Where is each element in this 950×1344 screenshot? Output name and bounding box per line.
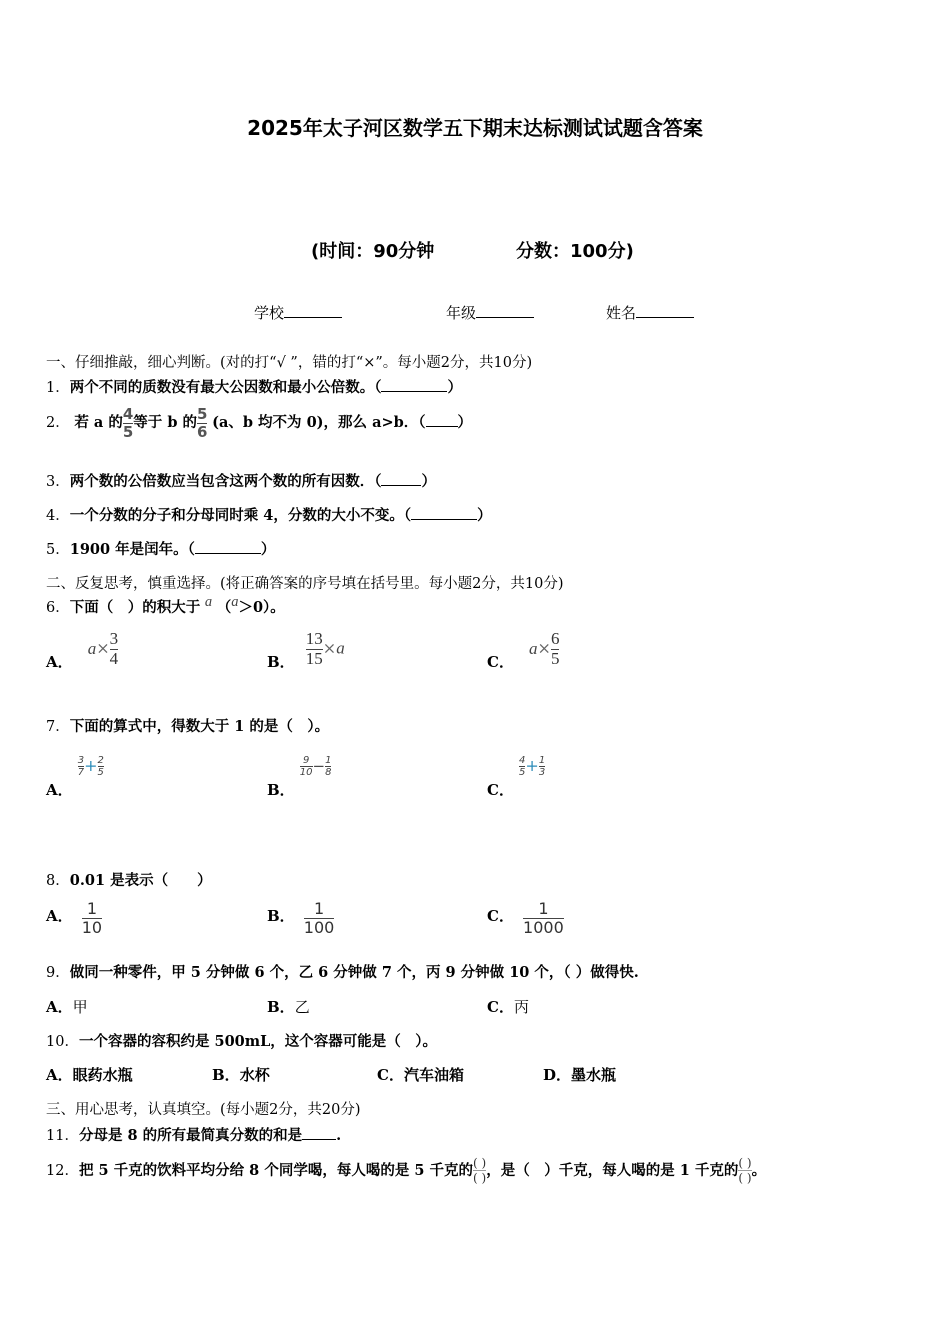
q6-text-part1: 下面（ ）的积大于 xyxy=(69,599,201,616)
q9-option-a-label: A． xyxy=(46,998,73,1016)
q8-a-fraction xyxy=(82,900,102,936)
q7-a-d2: 5 xyxy=(97,767,104,778)
q10-option-d[interactable] xyxy=(543,1064,616,1085)
school-label: 学校 xyxy=(254,304,285,322)
q7-option-c-label: C． xyxy=(487,781,514,799)
q7-a-frac2 xyxy=(98,755,104,778)
q6-text-part3: ＞0）。 xyxy=(238,599,285,616)
q12-blank2-denominator: ( ) xyxy=(738,1171,752,1186)
q6-b-numerator: 13 xyxy=(305,629,323,648)
q9-option-c-text: 丙 xyxy=(513,998,529,1016)
exam-score: 分数：100分) xyxy=(516,241,634,262)
q7-c-n1: 4 xyxy=(519,755,526,766)
q9-option-b-text: 乙 xyxy=(294,998,310,1016)
q12-fraction-blank-1[interactable] xyxy=(473,1156,486,1186)
q7-a-op: + xyxy=(84,756,98,775)
section3-heading: 三、用心思考，认真填空。(每小题2分，共20分) xyxy=(46,1102,361,1118)
q8-c-numerator: 1 xyxy=(538,899,549,918)
q9-option-c-label: C． xyxy=(487,998,514,1016)
q12-blank2-numerator: ( ) xyxy=(738,1156,752,1170)
q6-option-b-label: B． xyxy=(267,652,295,671)
q12-blank1-numerator: ( ) xyxy=(473,1156,487,1170)
q9-option-a[interactable] xyxy=(46,996,88,1017)
q9-option-c[interactable] xyxy=(487,996,529,1017)
q7-option-b[interactable] xyxy=(267,755,332,799)
section2-heading: 二、反复思考，慎重选择。(将正确答案的序号填在括号里。每小题2分，共10分) xyxy=(46,576,564,592)
q6-a-op: × xyxy=(96,638,110,658)
q6-a-denominator: 4 xyxy=(109,648,119,668)
q10-option-b-text: 水杯 xyxy=(239,1066,270,1084)
q10-option-d-text: 墨水瓶 xyxy=(571,1066,617,1084)
q2-number: 2． xyxy=(46,415,70,431)
q1-answer-blank[interactable] xyxy=(381,391,447,392)
question-10 xyxy=(46,1030,437,1051)
q7-b-frac2 xyxy=(325,755,331,778)
q6-option-c-label: C． xyxy=(487,652,514,671)
grade-field[interactable] xyxy=(446,302,534,323)
q2-f2-numerator: 5 xyxy=(197,405,208,423)
q6-option-a[interactable] xyxy=(46,629,119,671)
q6-a-numerator: 3 xyxy=(109,629,119,648)
q9-text: 做同一种零件，甲 5 分钟做 6 个，乙 6 分钟做 7 个，丙 9 分钟做 10 个，（ ）做得快. xyxy=(69,964,639,981)
q6-b-fraction xyxy=(306,630,323,668)
q4-text: 一个分数的分子和分母同时乘 4，分数的大小不变。（ xyxy=(69,507,412,524)
name-blank[interactable] xyxy=(636,317,694,318)
q7-option-a-label: A． xyxy=(46,781,73,799)
q12-text-part3: 。 xyxy=(751,1161,767,1179)
q12-blank1-denominator: ( ) xyxy=(473,1171,487,1186)
q8-c-fraction xyxy=(523,900,564,936)
q7-c-d2: 3 xyxy=(538,767,546,778)
q8-option-a[interactable] xyxy=(46,900,102,936)
q6-option-a-label: A． xyxy=(46,652,73,671)
q10-option-a-text: 眼药水瓶 xyxy=(72,1066,133,1084)
q2-fraction-2 xyxy=(197,406,207,440)
q2-text-part2: 等于 b 的 xyxy=(133,414,198,431)
q7-number: 7． xyxy=(46,719,70,735)
question-5 xyxy=(46,538,275,559)
grade-label: 年级 xyxy=(446,304,477,322)
q10-option-b[interactable] xyxy=(212,1064,270,1085)
q4-tail: ） xyxy=(477,507,492,524)
q12-text-part2: ，是（ ）千克，每人喝的是 1 千克的 xyxy=(486,1161,739,1179)
q2-f1-denominator: 5 xyxy=(122,422,134,441)
q6-c-denominator: 5 xyxy=(550,648,560,668)
q10-option-d-label: D． xyxy=(543,1066,572,1084)
q2-text-part3: (a、b 均不为 0)，那么 a>b．（ xyxy=(212,414,426,431)
name-label: 姓名 xyxy=(606,304,637,322)
q3-text: 两个数的公倍数应当包含这两个数的所有因数．（ xyxy=(69,473,382,490)
q7-c-n2: 1 xyxy=(538,755,546,766)
q3-number: 3． xyxy=(46,474,70,490)
q10-number: 10． xyxy=(46,1034,79,1050)
q5-tail: ） xyxy=(260,541,276,558)
q2-f1-numerator: 4 xyxy=(122,405,134,423)
q8-b-numerator: 1 xyxy=(313,899,325,918)
q6-option-b[interactable] xyxy=(267,629,345,671)
q8-a-denominator: 10 xyxy=(81,917,103,937)
q6-variable-a: a xyxy=(204,594,213,610)
q8-option-a-label: A． xyxy=(46,906,73,925)
q4-number: 4． xyxy=(46,508,70,524)
school-field[interactable] xyxy=(254,302,342,323)
q8-b-denominator: 100 xyxy=(303,917,335,937)
q6-b-op: × xyxy=(322,638,337,658)
question-7 xyxy=(46,715,329,736)
q8-option-c-label: C． xyxy=(487,906,514,925)
q11-text: 分母是 8 的所有最简真分数的和是 xyxy=(78,1127,303,1144)
q1-text: 两个不同的质数没有最大公因数和最小公倍数。（ xyxy=(69,379,382,396)
q5-number: 5． xyxy=(46,542,70,558)
q7-option-c[interactable] xyxy=(487,755,546,799)
q7-option-a[interactable] xyxy=(46,755,104,799)
q11-answer-blank[interactable] xyxy=(302,1139,336,1140)
q6-b-denominator: 15 xyxy=(305,648,323,668)
q8-number: 8． xyxy=(46,873,70,889)
q11-number: 11． xyxy=(46,1128,79,1144)
q7-c-frac2 xyxy=(539,755,545,778)
school-blank[interactable] xyxy=(284,317,342,318)
q7-b-d2: 8 xyxy=(325,767,332,778)
name-field[interactable] xyxy=(606,302,694,323)
q8-option-b[interactable] xyxy=(267,900,334,936)
q9-option-a-text: 甲 xyxy=(72,998,88,1016)
q6-c-op: × xyxy=(537,638,551,658)
q8-option-b-label: B． xyxy=(267,906,295,925)
q7-a-n1: 3 xyxy=(77,755,85,766)
q6-a-var: a xyxy=(87,638,97,658)
q7-b-d1: 10 xyxy=(299,767,313,778)
q2-text-part1: 若 a 的 xyxy=(74,414,123,431)
q9-option-b-label: B． xyxy=(267,998,295,1016)
q6-c-fraction xyxy=(551,630,560,668)
q4-answer-blank[interactable] xyxy=(411,519,477,520)
question-3 xyxy=(46,470,436,491)
q3-tail: ） xyxy=(421,473,436,490)
q6-variable-a2: a xyxy=(231,594,239,610)
question-2 xyxy=(46,406,472,440)
q7-b-n2: 1 xyxy=(325,755,332,766)
q11-tail: . xyxy=(336,1127,342,1144)
q6-c-var: a xyxy=(529,638,538,658)
q10-text: 一个容器的容积约是 500mL，这个容器可能是（ ）。 xyxy=(78,1033,438,1050)
q7-b-n1: 9 xyxy=(302,755,310,766)
q7-b-frac1 xyxy=(300,755,313,778)
q2-f2-denominator: 6 xyxy=(197,422,208,441)
q10-option-b-label: B． xyxy=(212,1066,240,1084)
q7-c-op: + xyxy=(525,756,539,775)
q5-answer-blank[interactable] xyxy=(195,553,261,554)
q9-option-b[interactable] xyxy=(267,996,310,1017)
question-6 xyxy=(46,596,285,617)
question-12 xyxy=(46,1156,766,1186)
q6-a-fraction xyxy=(110,630,119,668)
q10-option-a-label: A． xyxy=(46,1066,73,1084)
q6-number: 6． xyxy=(46,600,70,616)
question-11 xyxy=(46,1124,341,1145)
question-9 xyxy=(46,961,639,982)
question-4 xyxy=(46,504,492,525)
q6-option-c[interactable] xyxy=(487,629,560,671)
q8-b-fraction xyxy=(304,900,335,936)
section1-heading: 一、仔细推敲，细心判断。(对的打“√ ”，错的打“×”。每小题2分，共10分) xyxy=(46,355,533,371)
q10-option-a[interactable] xyxy=(46,1064,133,1085)
grade-blank[interactable] xyxy=(476,317,534,318)
q1-number: 1． xyxy=(46,380,70,396)
q9-number: 9． xyxy=(46,965,70,981)
exam-time: (时间：90分钟 xyxy=(311,241,435,262)
q6-text-part2: （ xyxy=(216,599,232,616)
q10-option-c-text: 汽车油箱 xyxy=(403,1066,464,1084)
q7-text: 下面的算式中，得数大于 1 的是（ ）。 xyxy=(69,718,330,735)
question-8 xyxy=(46,869,212,890)
q7-c-d1: 5 xyxy=(519,767,526,778)
q7-a-n2: 2 xyxy=(97,755,104,766)
q6-c-numerator: 6 xyxy=(550,629,560,648)
q12-text-part1: 把 5 千克的饮料平均分给 8 个同学喝，每人喝的是 5 千克的 xyxy=(78,1161,474,1179)
q1-tail: ） xyxy=(447,379,462,396)
q8-text: 0.01 是表示（ ） xyxy=(69,872,212,889)
q7-a-d1: 7 xyxy=(77,767,85,778)
question-1 xyxy=(46,376,462,397)
q10-option-c[interactable] xyxy=(377,1064,464,1085)
q12-fraction-blank-2[interactable] xyxy=(738,1156,751,1186)
q5-text: 1900 年是闰年。（ xyxy=(69,541,195,558)
q2-tail: ） xyxy=(457,414,472,431)
page-title: 2025年太子河区数学五下期末达标测试试题含答案 xyxy=(247,116,703,140)
q12-number: 12． xyxy=(46,1162,79,1179)
q8-a-numerator: 1 xyxy=(86,899,97,918)
q6-b-var: a xyxy=(336,638,345,658)
q8-option-c[interactable] xyxy=(487,900,564,936)
q8-c-denominator: 1000 xyxy=(523,917,564,937)
q7-b-op: − xyxy=(312,757,326,775)
q2-fraction-1 xyxy=(123,406,133,440)
q10-option-c-label: C． xyxy=(377,1066,404,1084)
q3-answer-blank[interactable] xyxy=(381,485,421,486)
q7-option-b-label: B． xyxy=(267,781,295,799)
q2-answer-blank[interactable] xyxy=(426,426,458,427)
